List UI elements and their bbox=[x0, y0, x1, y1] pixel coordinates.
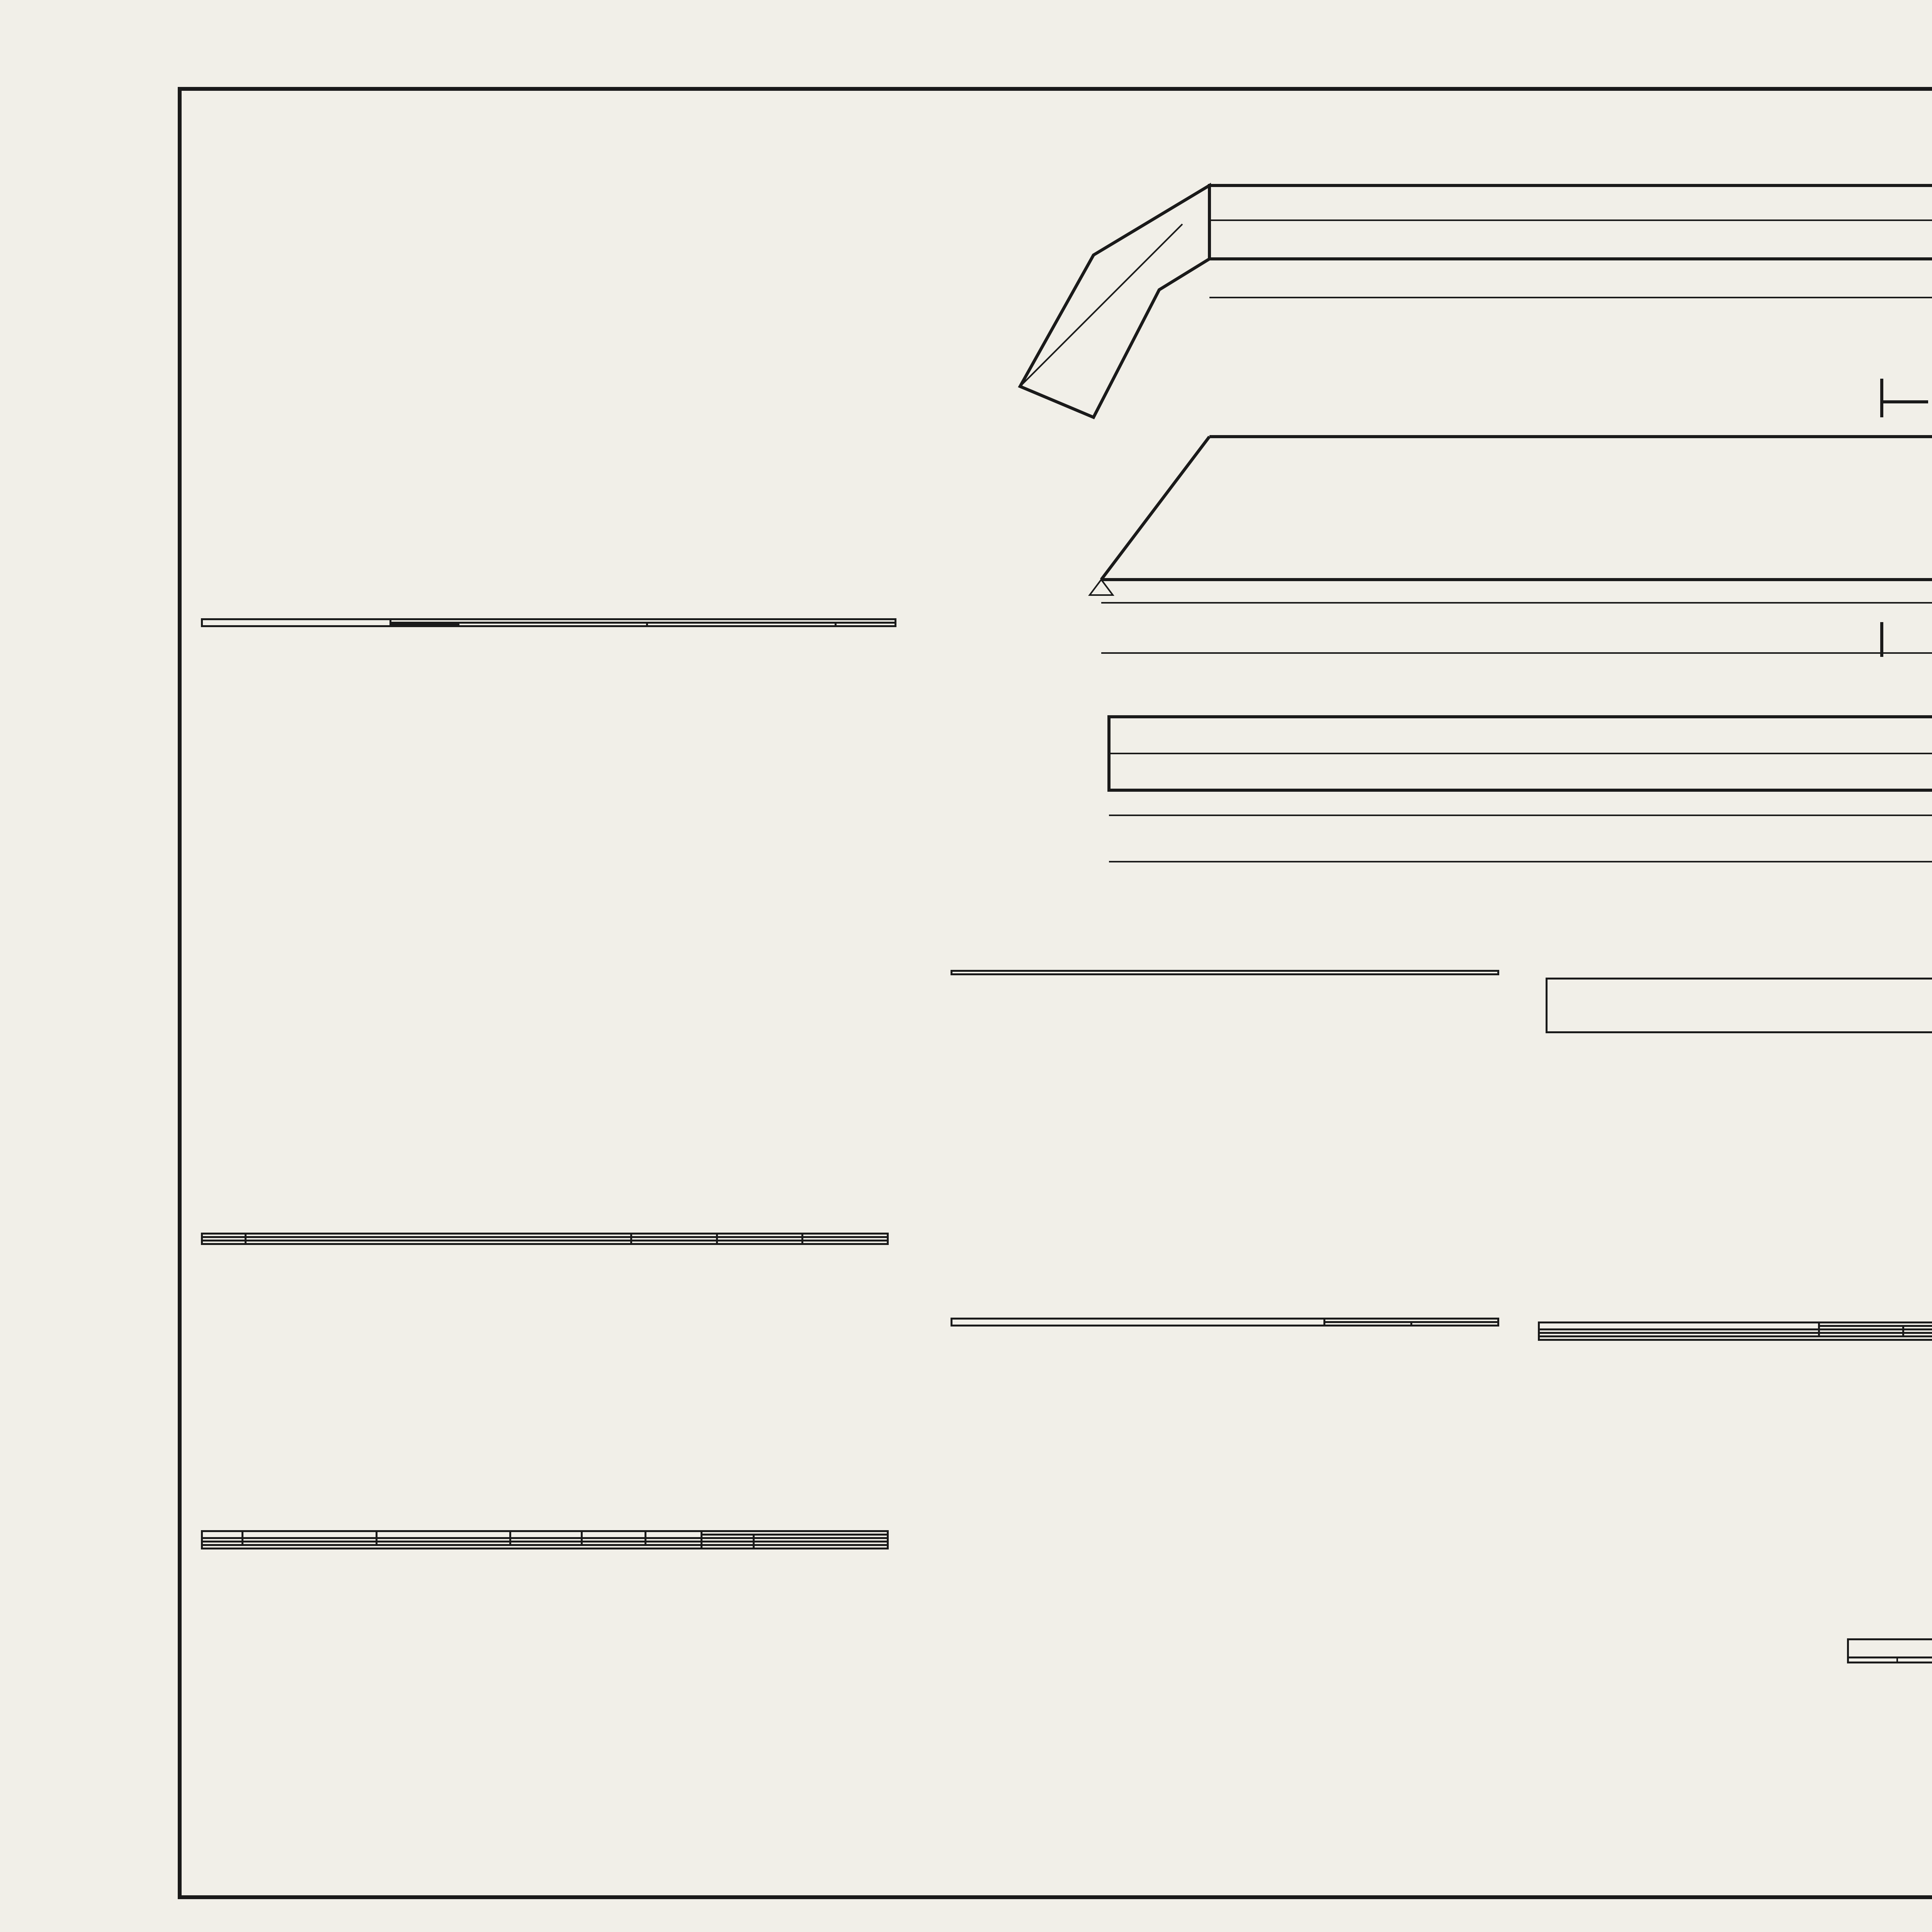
col-name bbox=[246, 1234, 631, 1237]
col-fl bbox=[1903, 1326, 1932, 1330]
table-row bbox=[202, 1542, 888, 1545]
col-pct bbox=[836, 623, 896, 626]
col-f bbox=[1819, 1326, 1903, 1330]
col-w bbox=[802, 1234, 888, 1237]
col-materials bbox=[391, 623, 459, 626]
title-bottom bbox=[1848, 1658, 1932, 1663]
facade-truss bbox=[1090, 379, 1932, 657]
col-vm bbox=[754, 1535, 888, 1538]
upper-bracing-plan bbox=[1020, 185, 1932, 417]
col-deflection-group bbox=[1819, 1323, 1932, 1326]
col-mat bbox=[376, 1531, 510, 1538]
col-vol bbox=[702, 1531, 888, 1535]
col-unit bbox=[631, 1234, 717, 1237]
col-vt bbox=[702, 1535, 754, 1538]
lower-bracing-plan bbox=[1109, 717, 1932, 862]
table-row bbox=[1539, 1330, 1932, 1333]
col-total bbox=[458, 623, 647, 626]
col-len bbox=[582, 1531, 646, 1538]
table-row bbox=[1539, 1337, 1932, 1340]
col-weight-group bbox=[391, 619, 896, 623]
col-cnt bbox=[646, 1531, 702, 1538]
col-k bbox=[1325, 1322, 1412, 1326]
table-row bbox=[202, 1538, 888, 1542]
deflections-table bbox=[1538, 1321, 1932, 1341]
col-n bbox=[202, 1531, 243, 1538]
slabs-table bbox=[201, 1233, 889, 1245]
col-name bbox=[1547, 979, 1932, 1032]
col-name bbox=[202, 619, 391, 626]
col-coef-group bbox=[1325, 1319, 1498, 1322]
coefs-table bbox=[951, 1318, 1499, 1327]
metal-weight-table bbox=[201, 618, 896, 627]
indicators-table bbox=[1546, 978, 1932, 1033]
col-sec bbox=[510, 1531, 582, 1538]
timber-table bbox=[201, 1530, 889, 1549]
heights-table bbox=[951, 970, 1499, 975]
col-qty bbox=[717, 1234, 802, 1237]
col-name bbox=[1539, 1323, 1819, 1330]
col-distance bbox=[952, 971, 1498, 975]
title-work bbox=[1848, 1639, 1932, 1658]
table-total-row bbox=[202, 1545, 888, 1549]
table-row bbox=[202, 1237, 888, 1241]
col-c bbox=[1412, 1322, 1498, 1326]
table-row bbox=[202, 1241, 888, 1244]
col-name bbox=[952, 1319, 1325, 1326]
col-name bbox=[243, 1531, 377, 1538]
col-n bbox=[202, 1234, 246, 1237]
title-block bbox=[1847, 1638, 1932, 1663]
table-row bbox=[1539, 1333, 1932, 1337]
col-tm bbox=[647, 623, 835, 626]
